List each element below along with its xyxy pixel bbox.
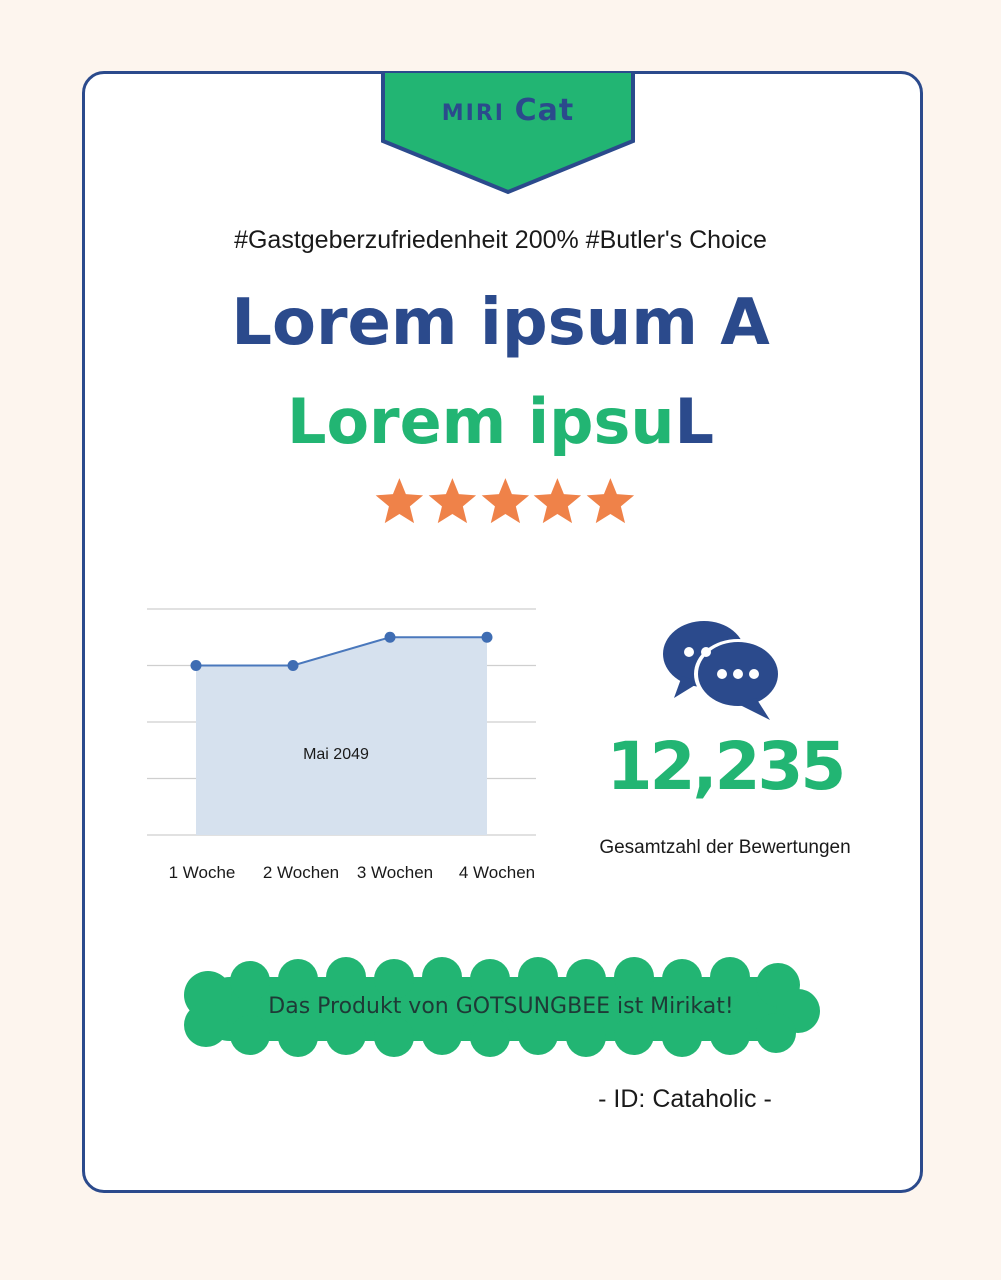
star-rating bbox=[374, 476, 636, 528]
star-icon bbox=[532, 476, 583, 527]
x-tick-label: 1 Woche bbox=[168, 863, 236, 882]
hashtags: #Gastgeberzufriedenheit 200% #Butler's Choice bbox=[234, 226, 767, 254]
chat-bubbles-icon bbox=[660, 618, 784, 722]
product-banner bbox=[180, 955, 822, 1059]
chart-area bbox=[196, 637, 487, 835]
data-point bbox=[482, 632, 493, 643]
review-count: 12,235 bbox=[606, 728, 844, 805]
data-point bbox=[288, 660, 299, 671]
brand-badge bbox=[381, 71, 635, 195]
weekly-chart bbox=[140, 595, 550, 895]
star-icon bbox=[480, 476, 531, 527]
data-point bbox=[385, 632, 396, 643]
data-point bbox=[191, 660, 202, 671]
banner-text: Das Produkt von GOTSUNGBEE ist Mirikat! bbox=[268, 994, 734, 1019]
x-tick-label: 3 Wochen bbox=[356, 863, 434, 882]
chart-annotation: Mai 2049 bbox=[303, 746, 369, 763]
star-icon bbox=[374, 476, 425, 527]
brand-logo bbox=[381, 93, 635, 128]
review-count-label: Gesamtzahl der Bewertungen bbox=[599, 837, 851, 858]
star-icon bbox=[427, 476, 478, 527]
x-tick-label: 2 Wochen bbox=[262, 863, 340, 882]
logo-text-miri: MIRI bbox=[441, 101, 515, 126]
x-tick-label: 4 Wochen bbox=[458, 863, 536, 882]
title-line-2-main: Lorem ipsu bbox=[286, 385, 675, 458]
title-line-2 bbox=[0, 382, 1001, 462]
title-line-2-accent: L bbox=[674, 385, 715, 458]
star-icon bbox=[585, 476, 636, 527]
logo-text-cat: Cat bbox=[514, 93, 575, 128]
signature-id: - ID: Cataholic - bbox=[598, 1085, 772, 1113]
title-line-1: Lorem ipsum A bbox=[231, 286, 770, 360]
